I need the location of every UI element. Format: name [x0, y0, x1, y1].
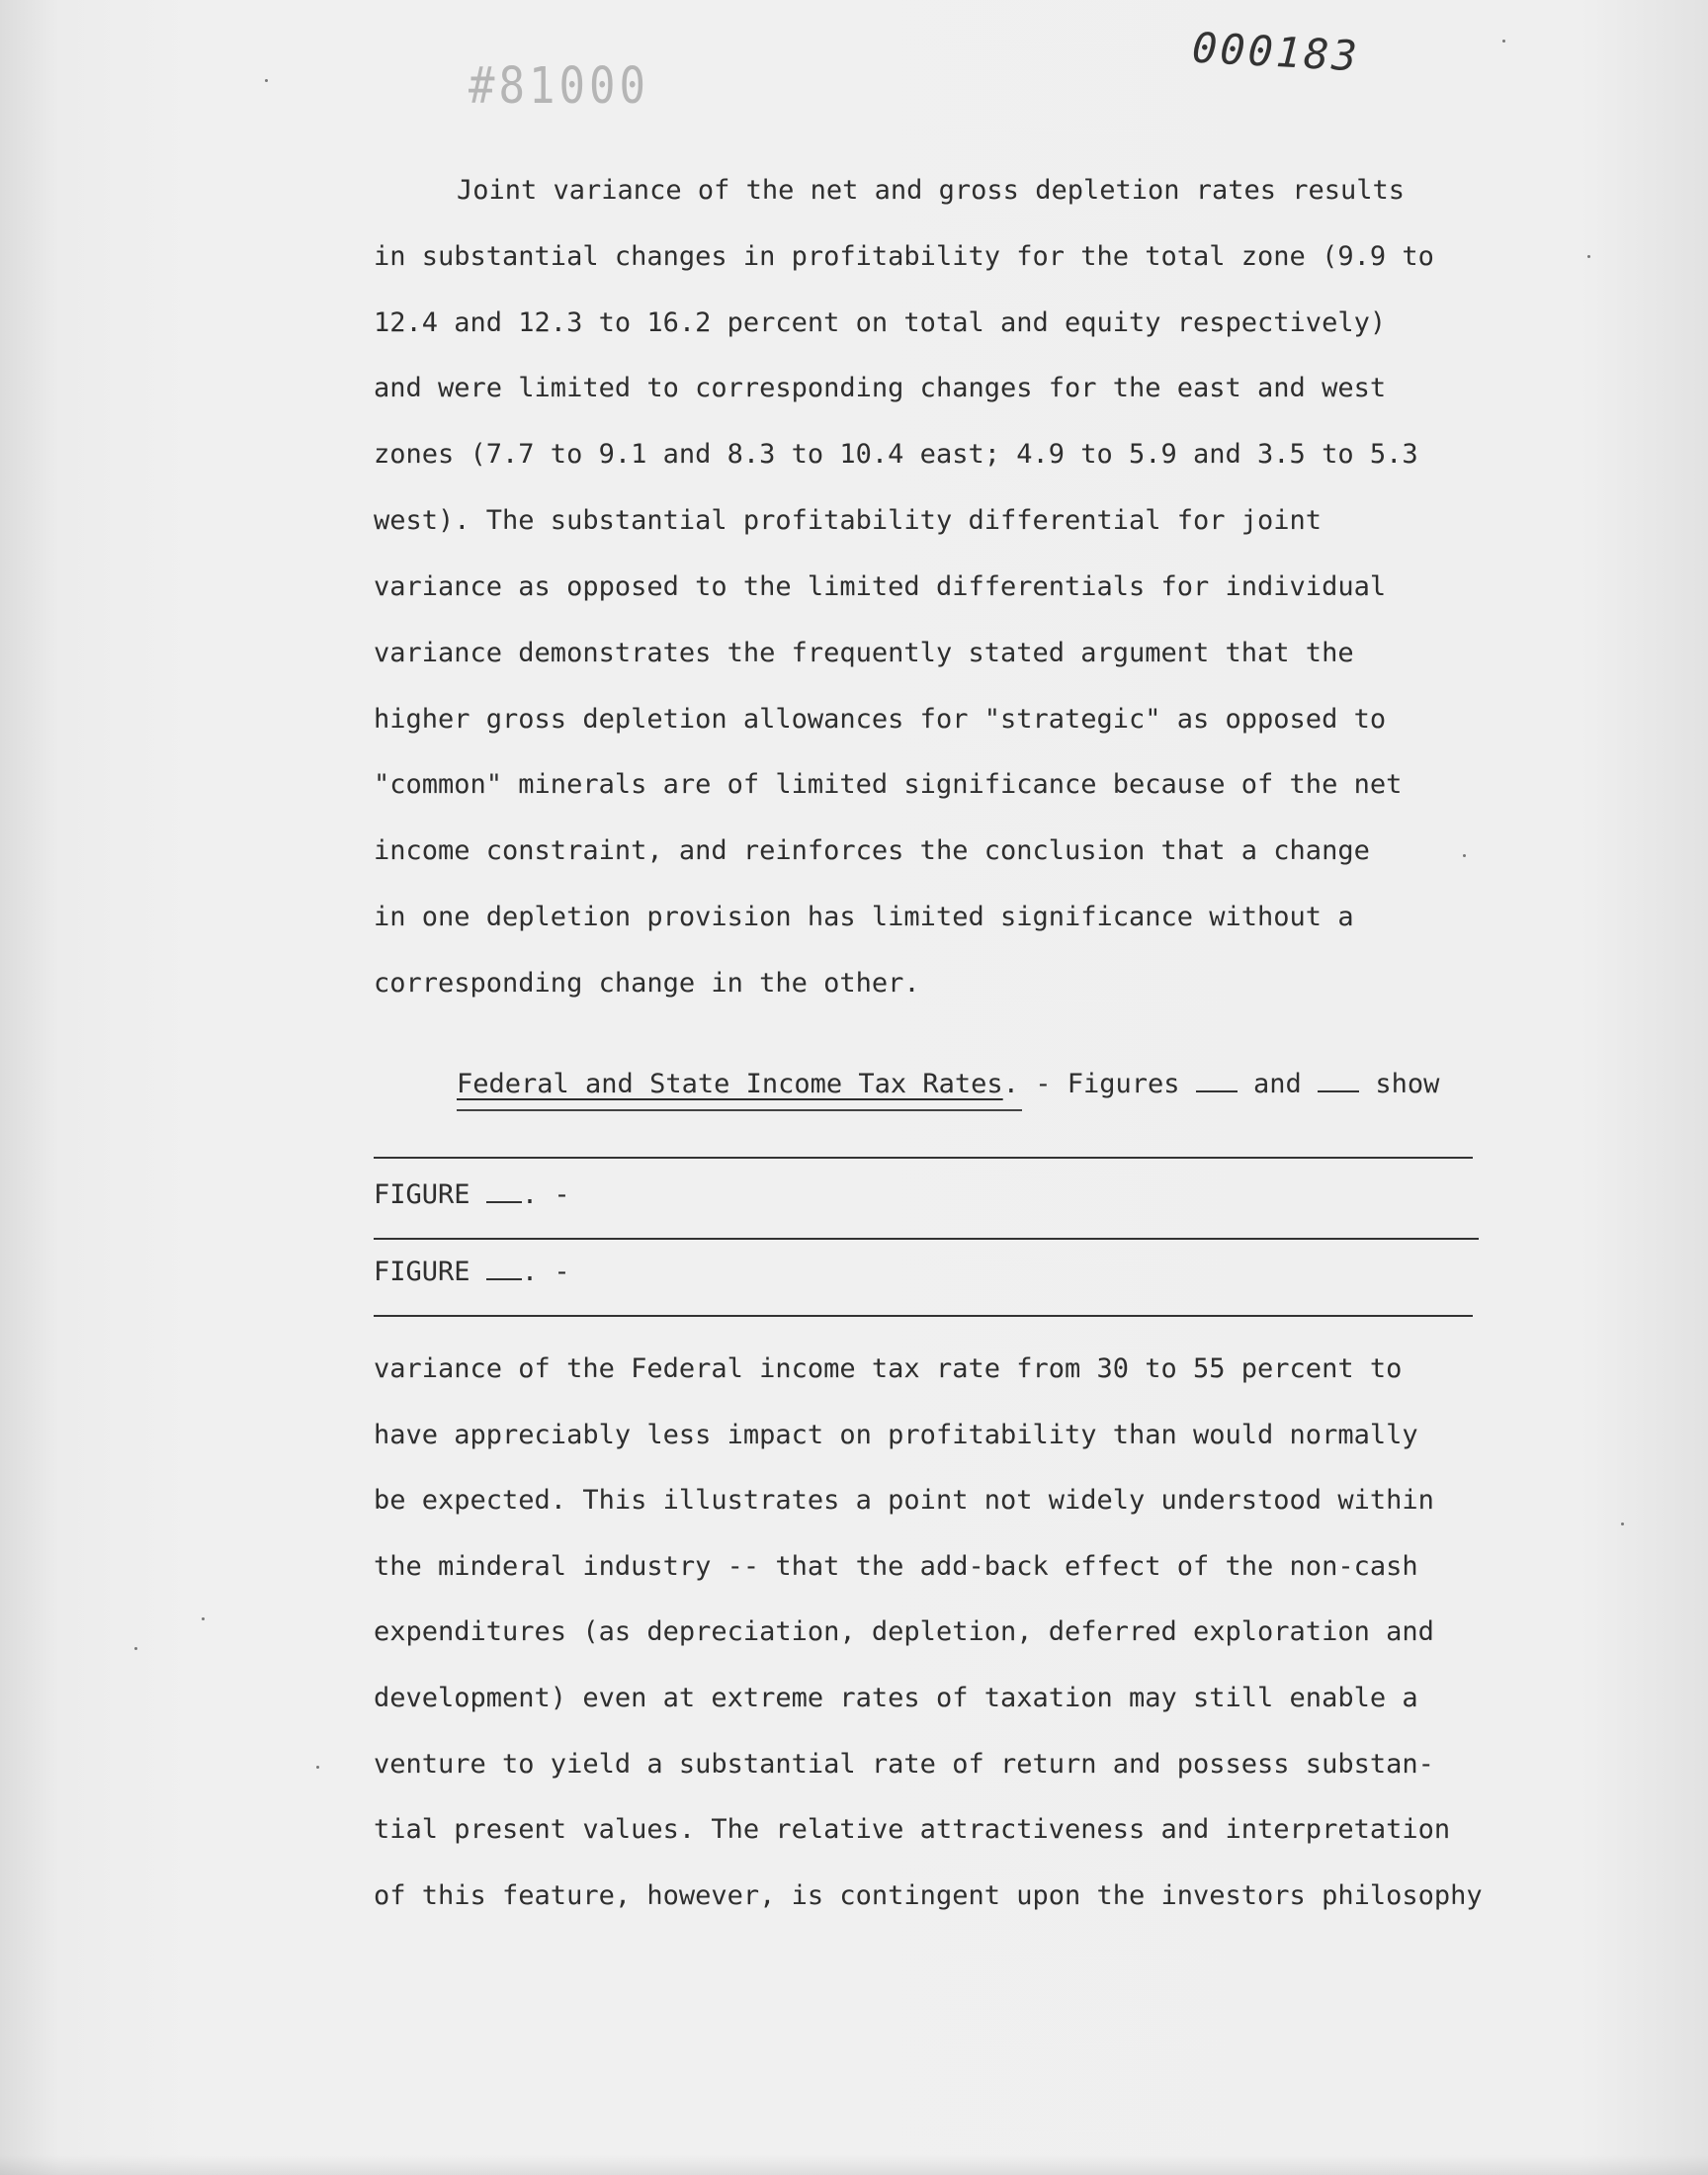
- section-intro-line: [457, 1068, 1439, 1101]
- section-intro-show: show: [1375, 1069, 1440, 1099]
- figure-divider: [374, 1157, 1473, 1159]
- scan-speck: [1463, 854, 1466, 857]
- section-intro-and: and: [1253, 1069, 1302, 1099]
- paragraph2-line: the minderal industry -- that the add-back effect of the non-cash: [374, 1551, 1418, 1582]
- scan-speck: [134, 1647, 137, 1650]
- figure-divider: [374, 1238, 1479, 1240]
- figure-number-blank: [486, 1257, 522, 1280]
- paragraph1-line: variance demonstrates the frequently stated argument that the: [374, 638, 1354, 668]
- figure-number-blank: [1318, 1069, 1359, 1092]
- scan-speck: [265, 79, 268, 82]
- paragraph1-line: Joint variance of the net and gross depletion rates results: [457, 175, 1406, 206]
- scan-speck: [1587, 255, 1590, 258]
- paragraph2-line: variance of the Federal income tax rate from 30 to 55 percent to: [374, 1353, 1403, 1384]
- figure-number-blank: [486, 1179, 522, 1203]
- paragraph2-line: be expected. This illustrates a point not widely understood within: [374, 1485, 1434, 1516]
- figure-suffix: . -: [521, 1179, 570, 1210]
- paragraph1-line: "common" minerals are of limited significance because of the net: [374, 769, 1403, 800]
- heading-double-underline: [457, 1109, 1022, 1111]
- figure-caption: [374, 1178, 570, 1212]
- paragraph1-line: 12.4 and 12.3 to 16.2 percent on total and equity respectively): [374, 307, 1387, 338]
- scan-speck: [202, 1617, 205, 1620]
- scan-speck: [316, 1766, 319, 1769]
- paragraph1-line: corresponding change in the other.: [374, 968, 920, 999]
- paragraph1-line: in one depletion provision has limited significance without a: [374, 902, 1354, 932]
- section-heading: Federal and State Income Tax Rates: [457, 1069, 1003, 1099]
- paragraph2-line: have appreciably less impact on profitability than would normally: [374, 1420, 1418, 1450]
- page-bottom-edge: [0, 2155, 1708, 2175]
- figure-caption: [374, 1256, 570, 1289]
- scan-speck: [1502, 40, 1505, 43]
- bates-number-stamp: 000183: [1190, 23, 1361, 81]
- paragraph1-line: and were limited to corresponding changes for the east and west: [374, 373, 1387, 403]
- paragraph1-line: zones (7.7 to 9.1 and 8.3 to 10.4 east; 4.9 to 5.9 and 3.5 to 5.3: [374, 439, 1418, 470]
- figure-label: FIGURE: [374, 1257, 470, 1287]
- faint-number-stamp: #81000: [469, 57, 649, 116]
- paragraph1-line: west). The substantial profitability differential for joint: [374, 505, 1323, 536]
- section-intro-text: . - Figures: [1002, 1069, 1180, 1099]
- paragraph1-line: income constraint, and reinforces the conclusion that a change: [374, 835, 1370, 866]
- paragraph1-line: in substantial changes in profitability for the total zone (9.9 to: [374, 241, 1434, 272]
- paragraph2-line: tial present values. The relative attractiveness and interpretation: [374, 1814, 1451, 1845]
- paragraph2-line: venture to yield a substantial rate of return and possess substan-: [374, 1749, 1434, 1780]
- paragraph2-line: development) even at extreme rates of taxation may still enable a: [374, 1683, 1418, 1713]
- figure-divider: [374, 1315, 1473, 1317]
- paragraph2-line: of this feature, however, is contingent upon the investors philosophy: [374, 1880, 1483, 1911]
- figure-label: FIGURE: [374, 1179, 470, 1210]
- paragraph1-line: higher gross depletion allowances for "strategic" as opposed to: [374, 704, 1387, 735]
- scan-speck: [1621, 1522, 1624, 1525]
- figure-number-blank: [1196, 1069, 1238, 1092]
- paragraph1-line: variance as opposed to the limited differentials for individual: [374, 571, 1387, 602]
- paragraph2-line: expenditures (as depreciation, depletion, deferred exploration and: [374, 1616, 1434, 1647]
- figure-suffix: . -: [521, 1257, 570, 1287]
